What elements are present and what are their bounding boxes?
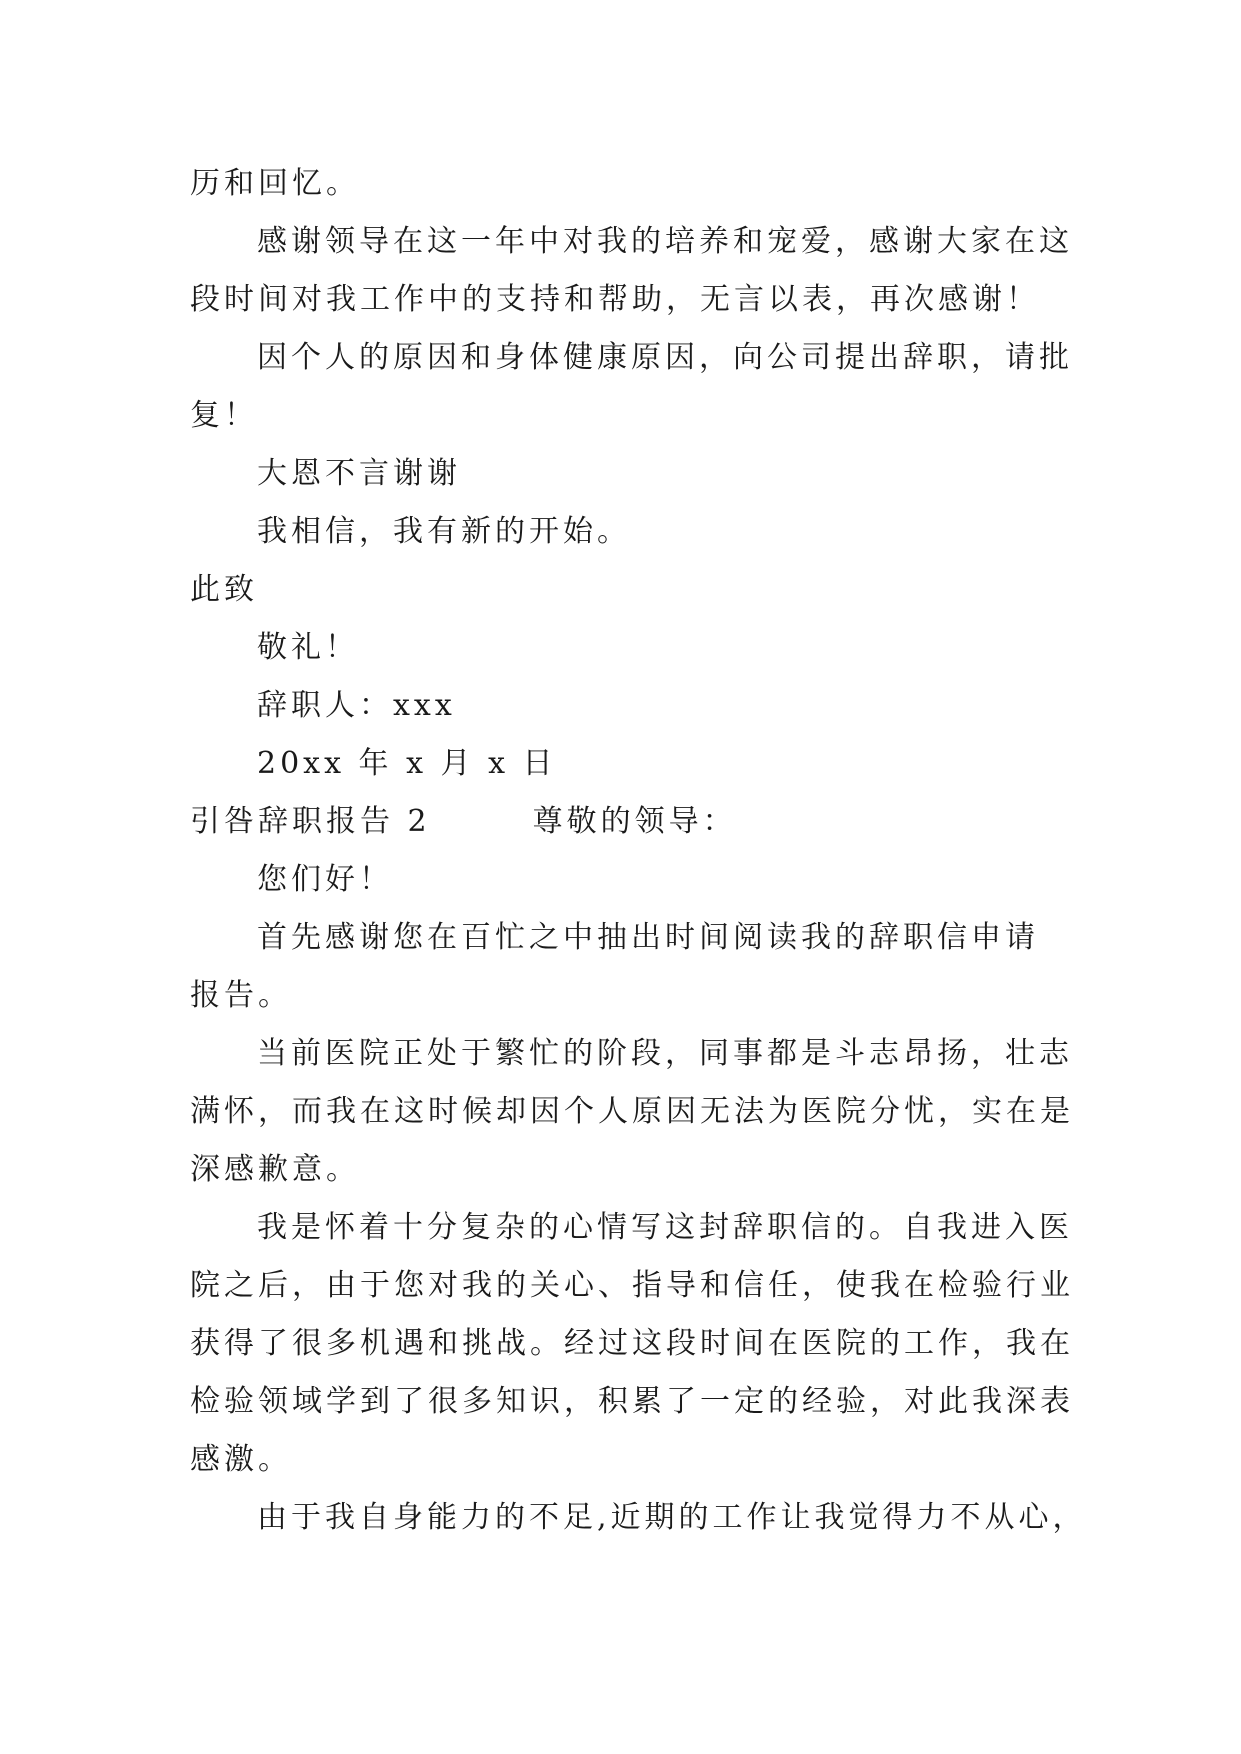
text-line: 感激。 — [190, 1442, 292, 1477]
text-line: 由于我自身能力的不足,近期的工作让我觉得力不从心， — [257, 1500, 1087, 1535]
salutation-respect: 敬礼！ — [257, 630, 359, 665]
text-line: 检验领域学到了很多知识，积累了一定的经验，对此我深表 — [190, 1384, 1074, 1419]
text-line: 历和回忆。 — [190, 166, 360, 201]
text-line: 当前医院正处于繁忙的阶段，同事都是斗志昂扬，壮志 — [257, 1036, 1073, 1071]
text-line: 感谢领导在这一年中对我的培养和宠爱，感谢大家在这 — [257, 224, 1073, 259]
text-line: 满怀，而我在这时候却因个人原因无法为医院分忧，实在是 — [190, 1094, 1074, 1129]
text-line: 获得了很多机遇和挑战。经过这段时间在医院的工作，我在 — [190, 1326, 1074, 1361]
section-heading: 引咎辞职报告 2 尊敬的领导： — [190, 804, 737, 839]
text-line: 复！ — [190, 398, 258, 433]
salutation-closing: 此致 — [190, 572, 258, 607]
text-line: 因个人的原因和身体健康原因，向公司提出辞职，请批 — [257, 340, 1073, 375]
text-line: 首先感谢您在百忙之中抽出时间阅读我的辞职信申请 — [257, 920, 1039, 955]
text-line: 大恩不言谢谢 — [257, 456, 461, 491]
text-line: 我相信，我有新的开始。 — [257, 514, 631, 549]
text-line: 段时间对我工作中的支持和帮助，无言以表，再次感谢！ — [190, 282, 1040, 317]
signature-date: 20xx 年 x 月 x 日 — [257, 746, 557, 781]
text-line: 我是怀着十分复杂的心情写这封辞职信的。自我进入医 — [257, 1210, 1073, 1245]
text-line: 院之后，由于您对我的关心、指导和信任，使我在检验行业 — [190, 1268, 1074, 1303]
text-line: 报告。 — [190, 978, 292, 1013]
text-line: 深感歉意。 — [190, 1152, 360, 1187]
greeting: 您们好！ — [257, 862, 393, 897]
signature-name: 辞职人：xxx — [257, 688, 456, 723]
